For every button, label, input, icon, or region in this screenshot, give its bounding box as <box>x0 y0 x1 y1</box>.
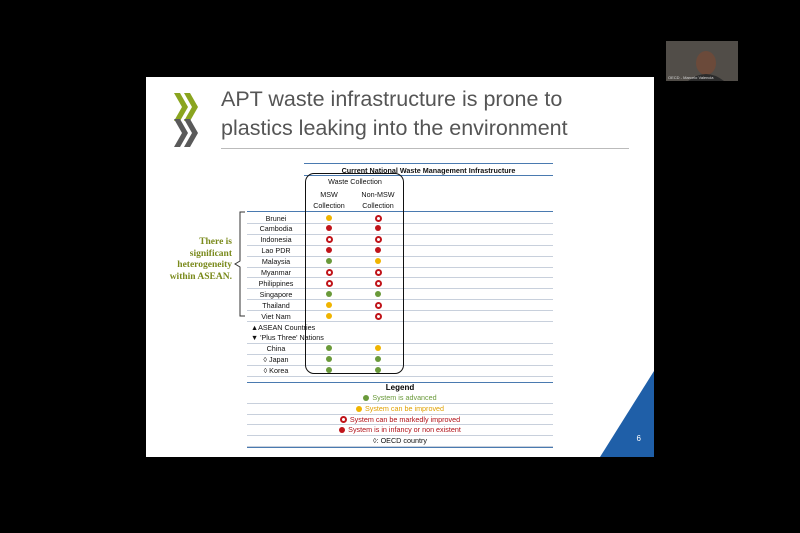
country-label: ◊ Korea <box>263 366 289 376</box>
legend-text: ◊: OECD country <box>373 436 427 446</box>
waste-collection-highlight-box <box>305 173 404 374</box>
legend-text: System can be improved <box>364 403 445 413</box>
country-label: Philippines <box>258 278 294 288</box>
country-label: Viet Nam <box>261 311 291 321</box>
country-label: Indonesia <box>260 235 292 245</box>
legend-item <box>247 404 553 413</box>
country-label: Myanmar <box>261 268 291 277</box>
country-label: Malaysia <box>261 257 291 267</box>
legend-text: System can be markedly improved <box>349 414 461 424</box>
country-label: Lao PDR <box>261 246 291 256</box>
legend-marker-red <box>339 427 345 433</box>
legend-text: System is advanced <box>372 393 437 402</box>
legend-top-rule <box>247 382 553 383</box>
legend-marker-ring <box>340 416 347 423</box>
presentation-slide <box>146 77 654 457</box>
country-label: ◊ Japan <box>263 355 289 365</box>
group-header: Waste Collection <box>328 177 382 186</box>
legend-item <box>247 425 553 434</box>
country-label: Singapore <box>259 289 293 299</box>
title-divider <box>221 148 629 149</box>
corner-decoration <box>600 371 654 457</box>
plus-three-label: ▼ 'Plus Three' Nations <box>251 332 324 342</box>
slide-title-line-1: APT waste infrastructure is prone to <box>221 87 563 111</box>
row-divider <box>247 376 553 377</box>
legend-title: Legend <box>385 383 415 392</box>
slide-title-line-2: plastics leaking into the environment <box>221 116 568 140</box>
legend-marker-yellow <box>356 406 362 412</box>
bracket-icon <box>234 211 246 317</box>
country-label: Brunei <box>265 213 287 223</box>
legend-bottom-rule <box>247 447 553 448</box>
side-note: There is significant heterogeneity within ASEAN. <box>169 237 232 282</box>
legend-item <box>247 393 553 402</box>
legend-item <box>247 415 553 424</box>
asean-countries-label: ▲ASEAN Countries <box>251 323 316 332</box>
oecd-logo-icon <box>172 91 200 147</box>
country-label: Thailand <box>262 300 290 310</box>
col-header-msw: MSW Collection <box>313 190 345 210</box>
legend-marker-green <box>363 395 369 401</box>
legend-text: System is in infancy or non existent <box>348 425 461 435</box>
country-label: China <box>266 344 286 354</box>
legend-item <box>247 436 553 445</box>
participant-name-label: OECD - Marcelo Valencia <box>668 75 714 80</box>
table-header: Current National Waste Management Infrastructure <box>341 166 516 175</box>
country-label: Cambodia <box>259 224 293 234</box>
table-top-rule <box>304 163 553 164</box>
participant-video-tile[interactable] <box>666 41 738 81</box>
slide-title <box>221 85 641 143</box>
col-header-non-msw: Non-MSW Collection <box>361 190 395 210</box>
page-number: 6 <box>636 434 641 443</box>
